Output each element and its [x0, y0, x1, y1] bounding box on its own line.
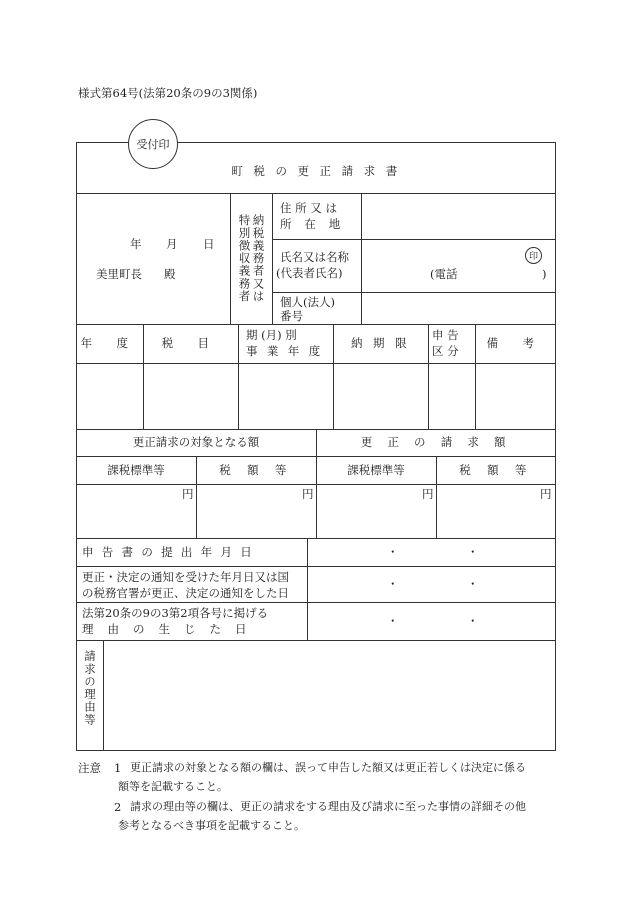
target-tax-amount-field[interactable]: [197, 485, 316, 538]
form-number: 様式第64号(法第20条の9の3関係): [78, 86, 258, 100]
address-label-2: 所 在 地: [280, 217, 345, 231]
yen-unit: 円: [182, 487, 194, 501]
yen-unit: 円: [422, 487, 434, 501]
date-separator: ・: [467, 545, 479, 559]
filing-date-label: 申告書の提出年月日: [82, 545, 261, 559]
divider: [76, 456, 556, 457]
note-2-line-1: 請求の理由等の欄は、更正の請求をする理由及び請求に至った事情の詳細その他: [130, 800, 526, 813]
yen-unit: 円: [540, 487, 552, 501]
year-field[interactable]: [77, 364, 143, 429]
reason-field[interactable]: [104, 641, 555, 750]
remarks-field[interactable]: [476, 364, 555, 429]
name-label-2: (代表者氏名): [276, 266, 343, 280]
col-remarks: 備 考: [486, 336, 545, 350]
date-separator: ・: [387, 577, 399, 591]
name-label-1: 氏名又は名称: [280, 250, 349, 264]
tax-item-field[interactable]: [144, 364, 238, 429]
addressee: 美里町長: [96, 267, 142, 281]
date-separator: ・: [387, 614, 399, 628]
reason-date-label-2: 理 由 の 生 じ た 日: [82, 622, 252, 636]
col-due: 納 期 限: [350, 336, 411, 350]
reason-label: 請求の理由等: [83, 650, 97, 726]
notice-date-label-1: 更正・決定の通知を受けた年月日又は国: [82, 570, 289, 584]
note-1-number: 1: [114, 761, 122, 775]
notes-label: 注意: [78, 761, 101, 775]
requested-tax-base-field[interactable]: [317, 485, 436, 538]
date-month-label: 月: [166, 237, 178, 251]
reason-label-cell: [77, 650, 103, 740]
taxpayer-label: 納税義務者又は特別徴収義務者: [237, 214, 266, 303]
notice-date-field[interactable]: [308, 567, 555, 602]
divider: [76, 324, 556, 325]
reason-date-field[interactable]: [308, 603, 555, 640]
col-period-2: 事 業 年 度: [246, 344, 324, 358]
filing-date-field[interactable]: [308, 539, 555, 566]
date-separator: ・: [467, 577, 479, 591]
col-report-2: 区 分: [432, 344, 459, 358]
id-label-1: 個人(法人): [280, 295, 335, 309]
period-field[interactable]: [239, 364, 333, 429]
note-1-line-1: 更正請求の対象となる額の欄は、誤って申告した額又は更正若しくは決定に係る: [130, 761, 526, 774]
phone-label: (電話: [430, 267, 458, 281]
seal-circle: [525, 247, 542, 264]
reason-date-label-1: 法第20条の9の3第2項各号に掲げる: [82, 606, 269, 620]
name-field[interactable]: [362, 240, 555, 292]
date-separator: ・: [467, 614, 479, 628]
target-amount-header: 更正請求の対象となる額: [132, 435, 260, 449]
report-field[interactable]: [429, 364, 475, 429]
taxpayer-label-cell: [231, 193, 272, 324]
requested-tax-base-label: 課税標準等: [347, 463, 405, 477]
seal-mark: 印: [528, 252, 538, 262]
form-title: 町 税 の 更 正 請 求 書: [231, 164, 401, 178]
receipt-stamp-label: 受付印: [136, 138, 170, 151]
col-report-1: 申 告: [432, 328, 459, 342]
target-tax-amount-label: 税 額 等: [219, 463, 293, 477]
honorific: 殿: [164, 267, 176, 281]
requested-amount-header: 更 正 の 請 求 額: [360, 435, 512, 449]
note-2-line-2: 参考となるべき事項を記載すること。: [118, 819, 305, 832]
target-tax-base-field[interactable]: [77, 485, 196, 538]
note-1-line-2: 額等を記載すること。: [118, 780, 228, 793]
due-field[interactable]: [334, 364, 428, 429]
phone-close: ): [542, 267, 547, 281]
yen-unit: 円: [302, 487, 314, 501]
col-tax-item: 税 目: [161, 336, 220, 350]
date-separator: ・: [387, 545, 399, 559]
date-day-label: 日: [203, 237, 215, 251]
date-year-label: 年: [130, 237, 142, 251]
address-label-1: 住 所 又 は: [280, 201, 337, 215]
col-period-1: 期 (月) 別: [246, 328, 297, 342]
address-field[interactable]: [362, 194, 555, 239]
col-year: 年 度: [80, 336, 139, 350]
id-number-field[interactable]: [362, 293, 555, 324]
divider: [272, 193, 273, 324]
receipt-stamp: [128, 119, 178, 169]
requested-tax-amount-field[interactable]: [437, 485, 555, 538]
note-2-number: 2: [114, 800, 122, 814]
id-label-2: 番号: [280, 309, 303, 323]
target-tax-base-label: 課税標準等: [107, 463, 165, 477]
requested-tax-amount-label: 税 額 等: [459, 463, 533, 477]
notice-date-label-2: の税務官署が更正、決定の通知をした日: [82, 586, 289, 600]
